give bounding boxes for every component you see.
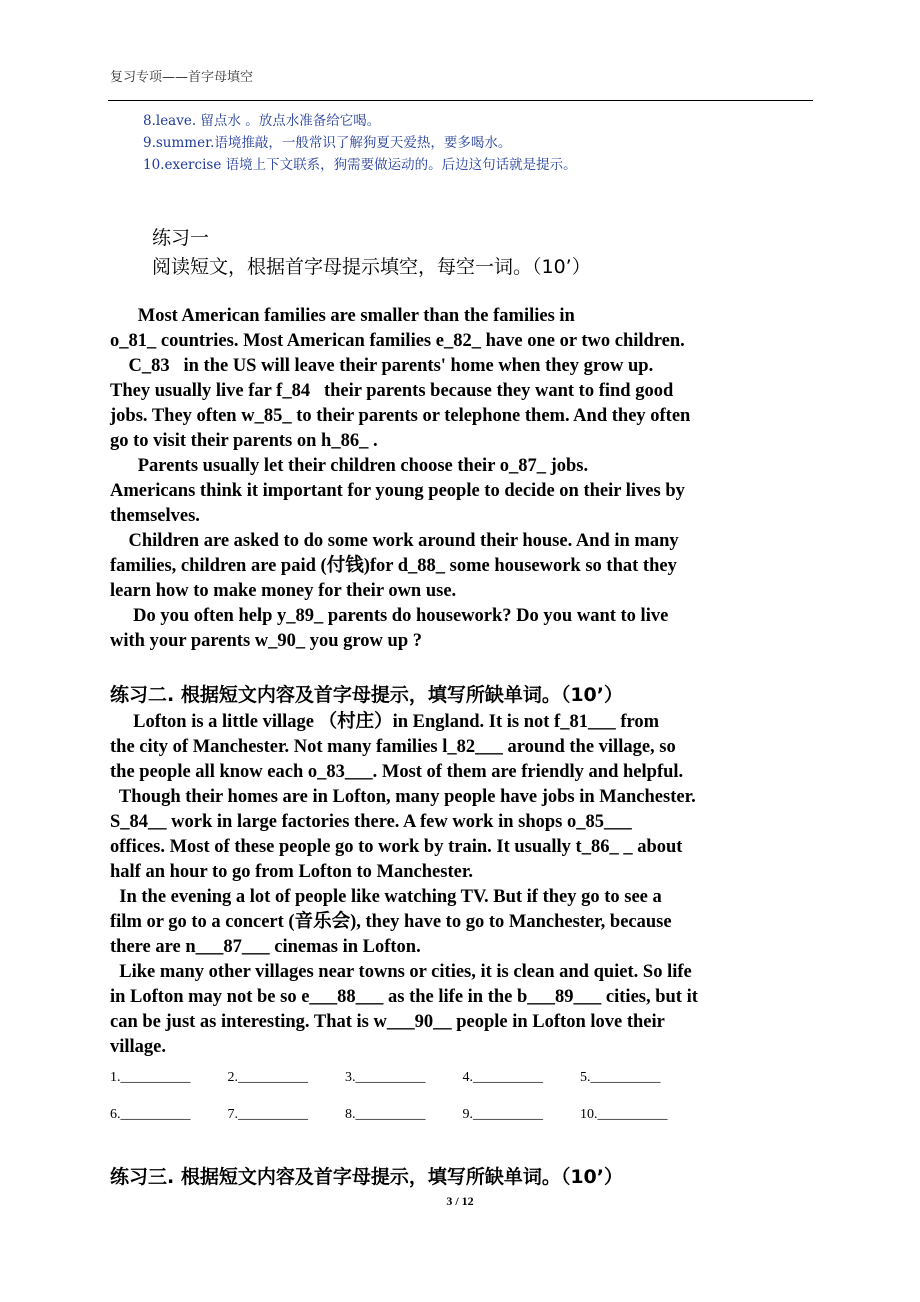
running-header: 复习专项——首字母填空 — [110, 70, 254, 85]
passage-line: learn how to make money for their own use. — [110, 581, 457, 601]
exercise2-passage — [110, 710, 810, 1060]
passage-line: They usually live far f_84 their parents because they want to find good — [110, 381, 674, 401]
answer-blank[interactable]: 2.__________ — [227, 1070, 308, 1085]
exercise3-title: 练习三. 根据短文内容及首字母提示，填写所缺单词。（10’） — [110, 1166, 623, 1188]
answer-blanks — [110, 1070, 698, 1123]
header-rule — [108, 100, 813, 101]
exercise1-passage — [110, 304, 810, 654]
answer-blank[interactable]: 9.__________ — [462, 1107, 543, 1122]
passage-line: half an hour to go from Lofton to Manchester. — [110, 862, 473, 882]
passage-line: offices. Most of these people go to work by train. It usually t_86_ _ about — [110, 837, 683, 857]
answer-blank[interactable]: 4.__________ — [462, 1070, 543, 1085]
passage-line: film or go to a concert (音乐会), they have to go to Manchester, because — [110, 912, 672, 932]
passage-line: S_84__ work in large factories there. A few work in shops o_85___ — [110, 812, 632, 832]
note-line: 10.exercise 语境上下文联系，狗需要做运动的。后边这句话就是提示。 — [143, 157, 577, 173]
passage-line: the people all know each o_83___. Most of them are friendly and helpful. — [110, 762, 684, 782]
note-line: 8.leave. 留点水 。放点水准备给它喝。 — [143, 113, 381, 129]
passage-line: In the evening a lot of people like watching TV. But if they go to see a — [110, 887, 662, 907]
answer-blank[interactable]: 6.__________ — [110, 1107, 191, 1122]
passage-line: Parents usually let their children choose their o_87_ jobs. — [110, 456, 589, 476]
exercise1-instruction: 阅读短文，根据首字母提示填空，每空一词。（10’） — [152, 256, 591, 278]
passage-line: can be just as interesting. That is w___90__ people in Lofton love their — [110, 1012, 665, 1032]
exercise2-title: 练习二. 根据短文内容及首字母提示，填写所缺单词。（10’） — [110, 684, 623, 706]
passage-line: Do you often help y_89_ parents do housework? Do you want to live — [110, 606, 669, 626]
passage-line: Children are asked to do some work around their house. And in many — [110, 531, 679, 551]
passage-line: families, children are paid (付钱)for d_88_ some housework so that they — [110, 556, 677, 576]
blanks-row — [110, 1070, 698, 1107]
answer-blank[interactable]: 10.__________ — [580, 1107, 668, 1122]
passage-line: C_83 in the US will leave their parents' home when they grow up. — [110, 356, 654, 376]
passage-line: Americans think it important for young people to decide on their lives by — [110, 481, 685, 501]
page-number: 3 / 12 — [446, 1194, 474, 1208]
answer-blank[interactable]: 5.__________ — [580, 1070, 661, 1085]
passage-line: in Lofton may not be so e___88___ as the life in the b___89___ cities, but it — [110, 987, 698, 1007]
passage-line: the city of Manchester. Not many families l_82___ around the village, so — [110, 737, 676, 757]
answer-notes — [143, 110, 577, 176]
passage-line: there are n___87___ cinemas in Lofton. — [110, 937, 421, 957]
answer-blank[interactable]: 3.__________ — [345, 1070, 426, 1085]
answer-blank[interactable]: 7.__________ — [227, 1107, 308, 1122]
passage-line: themselves. — [110, 506, 200, 526]
passage-line: Though their homes are in Lofton, many people have jobs in Manchester. — [110, 787, 696, 807]
blanks-row — [110, 1107, 698, 1123]
note-line: 9.summer.语境推敲，一般常识了解狗夏天爱热，要多喝水。 — [143, 135, 512, 151]
passage-line: Most American families are smaller than the families in — [110, 306, 575, 326]
passage-line: go to visit their parents on h_86_ . — [110, 431, 378, 451]
exercise1-heading: 练习一 — [152, 227, 210, 249]
answer-blank[interactable]: 8.__________ — [345, 1107, 426, 1122]
passage-line: jobs. They often w_85_ to their parents or telephone them. And they often — [110, 406, 691, 426]
answer-blank[interactable]: 1.__________ — [110, 1070, 191, 1085]
passage-line: o_81_ countries. Most American families e_82_ have one or two children. — [110, 331, 685, 351]
passage-line: with your parents w_90_ you grow up ? — [110, 631, 422, 651]
passage-line: village. — [110, 1037, 167, 1057]
passage-line: Like many other villages near towns or cities, it is clean and quiet. So life — [110, 962, 692, 982]
exercise1-heading-block — [152, 224, 591, 282]
passage-line: Lofton is a little village （村庄）in England. It is not f_81___ from — [110, 712, 660, 732]
